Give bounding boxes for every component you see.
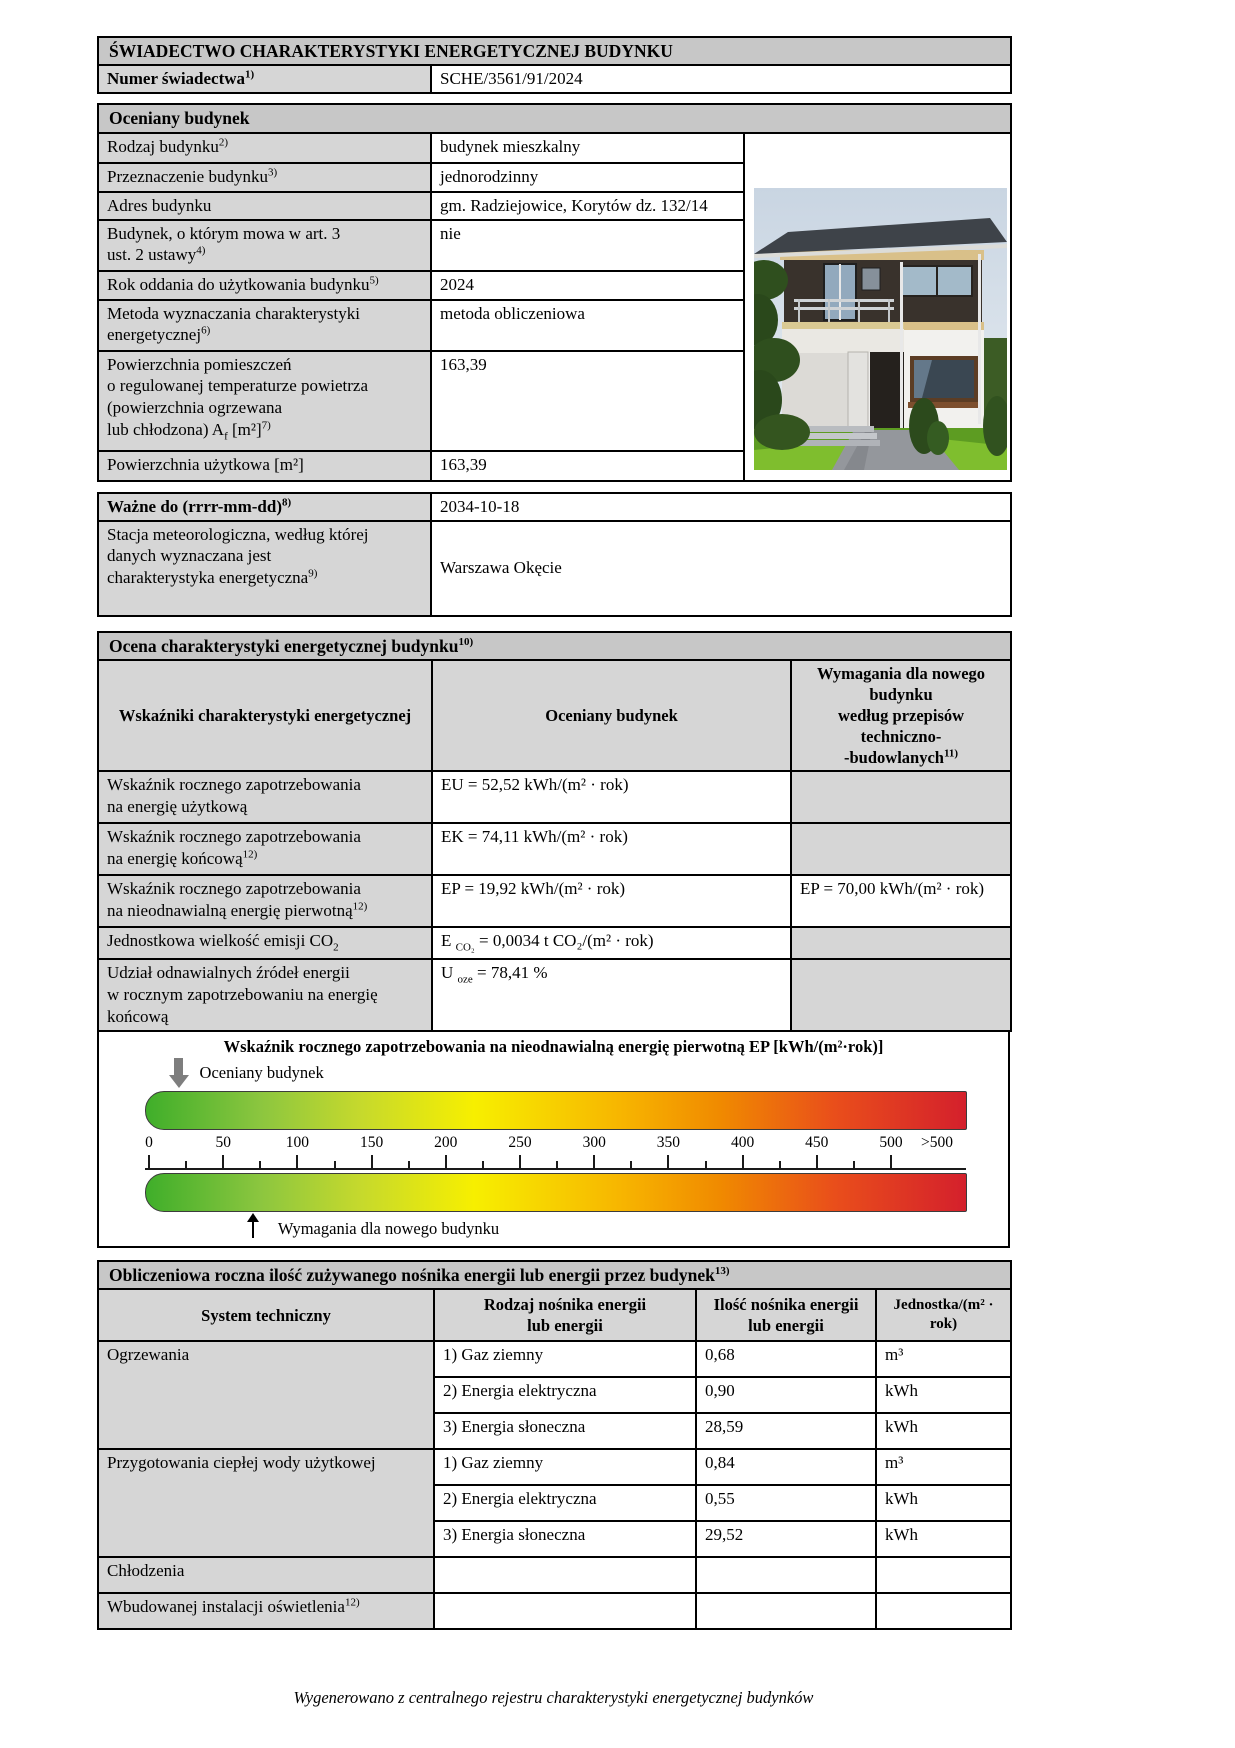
ek-indicator-label: Wskaźnik rocznego zapotrzebowania na energię końcową$^{12)}$ [98, 823, 432, 875]
unit-cell: kWh [876, 1521, 1011, 1557]
consumption-col-carrier: Rodzaj nośnika energii lub energii [434, 1289, 696, 1341]
eu-indicator-value: EU = 52,52 kWh/(m² · rok) [432, 771, 791, 823]
res-share-value: U $_{oze}$ = 78,41 % [432, 959, 791, 1030]
minor-tick [705, 1161, 707, 1168]
major-tick [296, 1155, 298, 1168]
minor-tick [259, 1161, 261, 1168]
tick-label: 500 [879, 1133, 903, 1151]
minor-tick [630, 1161, 632, 1168]
consumption-table [97, 1260, 1012, 1630]
unit-cell [876, 1593, 1011, 1629]
requirement-marker-label: Wymagania dla nowego budynku [277, 1218, 500, 1238]
building-address-label: Adres budynku [98, 192, 431, 220]
validity-table [97, 492, 1012, 617]
tick-label: 250 [508, 1133, 532, 1151]
table-row [98, 927, 1011, 959]
building-usable-area-label: Powierzchnia użytkowa [m²] [98, 451, 431, 481]
carrier-cell: 2) Energia elektryczna [434, 1485, 696, 1521]
amount-cell: 0,68 [696, 1341, 876, 1377]
carrier-cell: 1) Gaz ziemny [434, 1341, 696, 1377]
building-address-value: gm. Radziejowice, Korytów dz. 132/14 [431, 192, 744, 220]
valid-until-label: Ważne do (rrrr-mm-dd)$^{8)}$ [98, 493, 431, 521]
table-header-row [98, 660, 1011, 772]
scale-axis-line [145, 1168, 966, 1170]
major-tick [667, 1155, 669, 1168]
building-method-label: Metoda wyznaczania charakterystyki energetycznej$^{6)}$ [98, 300, 431, 351]
co2-emission-value: E $_{CO_2}$ = 0,0034 t CO₂/(m² · rok) [432, 927, 791, 959]
table-row [98, 1593, 1011, 1629]
ek-requirement-value [791, 823, 1011, 875]
amount-cell: 0,55 [696, 1485, 876, 1521]
system-heating-label: Ogrzewania [98, 1341, 434, 1449]
assessment-col-indicators: Wskaźniki charakterystyki energetycznej [98, 660, 432, 772]
carrier-cell: 2) Energia elektryczna [434, 1377, 696, 1413]
amount-cell: 28,59 [696, 1413, 876, 1449]
tick-label: 350 [656, 1133, 681, 1151]
ep-indicator-label: Wskaźnik rocznego zapotrzebowania na nieodnawialną energię pierwotną$^{12)}$ [98, 875, 432, 927]
minor-tick [482, 1161, 484, 1168]
major-tick [371, 1155, 373, 1168]
certificate-title: ŚWIADECTWO CHARAKTERYSTYKI ENERGETYCZNEJ BUDYNKU [98, 37, 1011, 65]
building-photo [754, 188, 1007, 470]
building-art3-value: nie [431, 220, 744, 271]
assessment-section-title: Ocena charakterystyki energetycznej budynku$^{10)}$ [98, 632, 1011, 660]
consumption-col-unit: Jednostka/(m² · rok) [876, 1289, 1011, 1341]
building-year-value: 2024 [431, 271, 744, 300]
amount-cell: 29,52 [696, 1521, 876, 1557]
minor-tick [408, 1161, 410, 1168]
building-marker-label: Oceniany budynek [199, 1062, 324, 1082]
co2-emission-label: Jednostkowa wielkość emisji $CO_2$ [98, 927, 432, 959]
tick-label: 300 [582, 1133, 606, 1151]
ek-indicator-value: EK = 74,11 kWh/(m² · rok) [432, 823, 791, 875]
certificate-content [97, 36, 1010, 1630]
building-marker-arrow-down-icon [169, 1058, 189, 1088]
generated-from-registry-note: Wygenerowano z centralnego rejestru charakterystyki energetycznej budynków [293, 1688, 814, 1707]
weather-station-label: Stacja meteorologiczna, według której danych wyznaczana jest charakterystyka energetyczna$^{9)}$ [98, 521, 431, 616]
table-row [98, 1557, 1011, 1593]
tick-label: 0 [145, 1133, 153, 1151]
tick-label: 400 [730, 1133, 755, 1151]
building-area-regulated-value: 163,39 [431, 351, 744, 451]
table-row [98, 133, 1011, 163]
requirement-marker-arrow-up-icon [247, 1213, 259, 1238]
minor-tick [556, 1161, 558, 1168]
tick-label: 100 [285, 1133, 310, 1151]
ep-gradient-bar-bottom [145, 1173, 967, 1212]
major-tick [593, 1155, 595, 1168]
major-tick [222, 1155, 224, 1168]
minor-tick [853, 1161, 855, 1168]
system-cooling-label: Chłodzenia [98, 1557, 434, 1593]
tick-label: 450 [805, 1133, 829, 1151]
certificate-number-value: SCHE/3561/91/2024 [431, 65, 1011, 93]
tick-label-over-max: >500 [921, 1133, 953, 1151]
table-row [98, 493, 1011, 521]
major-tick [519, 1155, 521, 1168]
ep-indicator-value: EP = 19,92 kWh/(m² · rok) [432, 875, 791, 927]
system-lighting-label: Wbudowanej instalacji oświetlenia$^{12)}$ [98, 1593, 434, 1629]
table-row [98, 875, 1011, 927]
assessment-col-assessed: Oceniany budynek [432, 660, 791, 772]
eu-indicator-label: Wskaźnik rocznego zapotrzebowania na energię użytkową [98, 771, 432, 823]
unit-cell: m³ [876, 1449, 1011, 1485]
minor-tick [334, 1161, 336, 1168]
co2-requirement-value [791, 927, 1011, 959]
table-row [98, 1341, 1011, 1377]
consumption-col-amount: Ilość nośnika energii lub energii [696, 1289, 876, 1341]
eu-requirement-value [791, 771, 1011, 823]
unit-cell: m³ [876, 1341, 1011, 1377]
building-year-label: Rok oddania do użytkowania budynku$^{5)}$ [98, 271, 431, 300]
unit-cell: kWh [876, 1377, 1011, 1413]
building-usable-area-value: 163,39 [431, 451, 744, 481]
table-row [98, 959, 1011, 1030]
ep-scale-chart [97, 1032, 1010, 1248]
res-requirement-value [791, 959, 1011, 1030]
major-tick [890, 1155, 892, 1168]
tick-label: 150 [359, 1133, 384, 1151]
consumption-col-system: System techniczny [98, 1289, 434, 1341]
carrier-cell [434, 1593, 696, 1629]
ep-requirement-value: EP = 70,00 kWh/(m² · rok) [791, 875, 1011, 927]
building-table [97, 103, 1012, 481]
certificate-number-label: Numer świadectwa$^{1)}$ [98, 65, 431, 93]
unit-cell [876, 1557, 1011, 1593]
table-header-row [98, 1289, 1011, 1341]
system-hot-water-label: Przygotowania ciepłej wody użytkowej [98, 1449, 434, 1557]
building-photo-cell [744, 133, 1011, 481]
unit-cell: kWh [876, 1485, 1011, 1521]
table-row [98, 521, 1011, 616]
building-purpose-label: Przeznaczenie budynku$^{3)}$ [98, 163, 431, 192]
minor-tick [185, 1161, 187, 1168]
carrier-cell [434, 1557, 696, 1593]
carrier-cell: 3) Energia słoneczna [434, 1521, 696, 1557]
amount-cell [696, 1557, 876, 1593]
unit-cell: kWh [876, 1413, 1011, 1449]
certificate-header-table [97, 36, 1012, 94]
carrier-cell: 3) Energia słoneczna [434, 1413, 696, 1449]
building-art3-label: Budynek, o którym mowa w art. 3 ust. 2 ustawy$^{4)}$ [98, 220, 431, 271]
building-type-label: Rodzaj budynku$^{2)}$ [98, 133, 431, 163]
tick-label: 200 [434, 1133, 458, 1151]
chart-title: Wskaźnik rocznego zapotrzebowania na nieodnawialną energię pierwotną EP [kWh/(m²·rok)] [223, 1036, 884, 1056]
building-purpose-value: jednorodzinny [431, 163, 744, 192]
ep-gradient-bar-top [145, 1091, 967, 1130]
minor-tick [779, 1161, 781, 1168]
valid-until-value: 2034-10-18 [431, 493, 1011, 521]
assessment-table [97, 631, 1012, 1032]
res-share-label: Udział odnawialnych źródeł energii w rocznym zapotrzebowaniu na energię końcową [98, 959, 432, 1030]
major-tick [445, 1155, 447, 1168]
amount-cell: 0,90 [696, 1377, 876, 1413]
weather-station-value: Warszawa Okęcie [431, 521, 1011, 616]
table-row [98, 823, 1011, 875]
consumption-section-title: Obliczeniowa roczna ilość zużywanego nośnika energii lub energii przez budynek$^{13)}$ [98, 1261, 1011, 1289]
major-tick [742, 1155, 744, 1168]
building-section-title: Oceniany budynek [98, 104, 1011, 132]
amount-cell [696, 1593, 876, 1629]
tick-label: 50 [215, 1133, 231, 1151]
major-tick [816, 1155, 818, 1168]
building-method-value: metoda obliczeniowa [431, 300, 744, 351]
table-row [98, 771, 1011, 823]
building-area-regulated-label: Powierzchnia pomieszczeń o regulowanej temperaturze powietrza (powierzchnia ogrzewana lub chłodzona) $A_f$ $[m^2]^{7)}$ [98, 351, 431, 451]
amount-cell: 0,84 [696, 1449, 876, 1485]
building-type-value: budynek mieszkalny [431, 133, 744, 163]
carrier-cell: 1) Gaz ziemny [434, 1449, 696, 1485]
table-row [98, 1449, 1011, 1485]
major-tick [148, 1155, 150, 1168]
assessment-col-requirements: Wymagania dla nowego budynku według przepisów techniczno- -budowlanych$^{11)}$ [791, 660, 1011, 772]
